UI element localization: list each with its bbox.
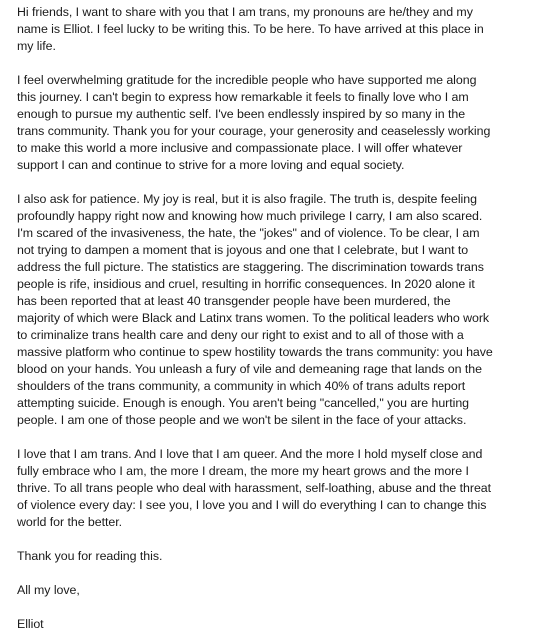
text-line: I'm scared of the invasiveness, the hate, the "jokes" and of violence. To be clear, I am — [17, 226, 480, 240]
text-line: profoundly happy right now and knowing how much privilege I carry, I am also scared. — [17, 209, 483, 223]
paragraph-gratitude — [17, 72, 540, 174]
paragraph-intro — [17, 4, 540, 55]
text-line: support I can and continue to strive for a more loving and equal society. — [17, 158, 405, 172]
text-line: trans community. Thank you for your courage, your generosity and ceaselessly working — [17, 124, 491, 138]
text-line: Elliot — [17, 617, 44, 631]
text-line: massive platform who continue to spew hostility towards the trans community: you have — [17, 345, 493, 359]
text-line: to criminalize trans health care and deny our right to exist and to all of those with a — [17, 328, 464, 342]
signature — [17, 616, 540, 633]
text-line: has been reported that at least 40 transgender people have been murdered, the — [17, 294, 451, 308]
text-line: Thank you for reading this. — [17, 549, 163, 563]
text-line: of violence every day: I see you, I love you and I will do everything I can to change this — [17, 498, 487, 512]
text-line: I love that I am trans. And I love that I am queer. And the more I hold myself close and — [17, 447, 483, 461]
text-line: not trying to dampen a moment that is joyous and one that I celebrate, but I want to — [17, 243, 469, 257]
text-line: I feel overwhelming gratitude for the incredible people who have supported me along — [17, 73, 477, 87]
text-line: shoulders of the trans community, a community in which 40% of trans adults report — [17, 379, 466, 393]
text-line: majority of which were Black and Latinx trans women. To the political leaders who work — [17, 311, 490, 325]
text-line: world for the better. — [17, 515, 123, 529]
text-line: All my love, — [17, 583, 80, 597]
text-line: attempting suicide. Enough is enough. You aren't being "cancelled," you are hurting — [17, 396, 470, 410]
text-line: I also ask for patience. My joy is real, but it is also fragile. The truth is, despite feeling — [17, 192, 477, 206]
text-line: people. I am one of those people and we won't be silent in the face of your attacks. — [17, 413, 467, 427]
text-line: address the full picture. The statistics are staggering. The discrimination towards trans — [17, 260, 484, 274]
paragraph-love — [17, 446, 540, 531]
text-line: fully embrace who I am, the more I dream, the more my heart grows and the more I — [17, 464, 469, 478]
paragraph-patience — [17, 191, 540, 429]
text-line: to make this world a more inclusive and compassionate place. I will offer whatever — [17, 141, 463, 155]
text-line: this journey. I can't begin to express how remarkable it feels to finally love who I am — [17, 90, 469, 104]
text-line: name is Elliot. I feel lucky to be writing this. To be here. To have arrived at this place in — [17, 22, 484, 36]
text-line: enough to pursue my authentic self. I've been endlessly inspired by so many in the — [17, 107, 466, 121]
text-line: Hi friends, I want to share with you that I am trans, my pronouns are he/they and my — [17, 5, 473, 19]
text-line: my life. — [17, 39, 56, 53]
text-line: thrive. To all trans people who deal with harassment, self-loathing, abuse and the threat — [17, 481, 492, 495]
closing — [17, 582, 540, 599]
text-line: people is rife, insidious and cruel, resulting in horrific consequences. In 2020 alone it — [17, 277, 475, 291]
text-line: blood on your hands. You unleash a fury of vile and demeaning rage that lands on the — [17, 362, 482, 376]
